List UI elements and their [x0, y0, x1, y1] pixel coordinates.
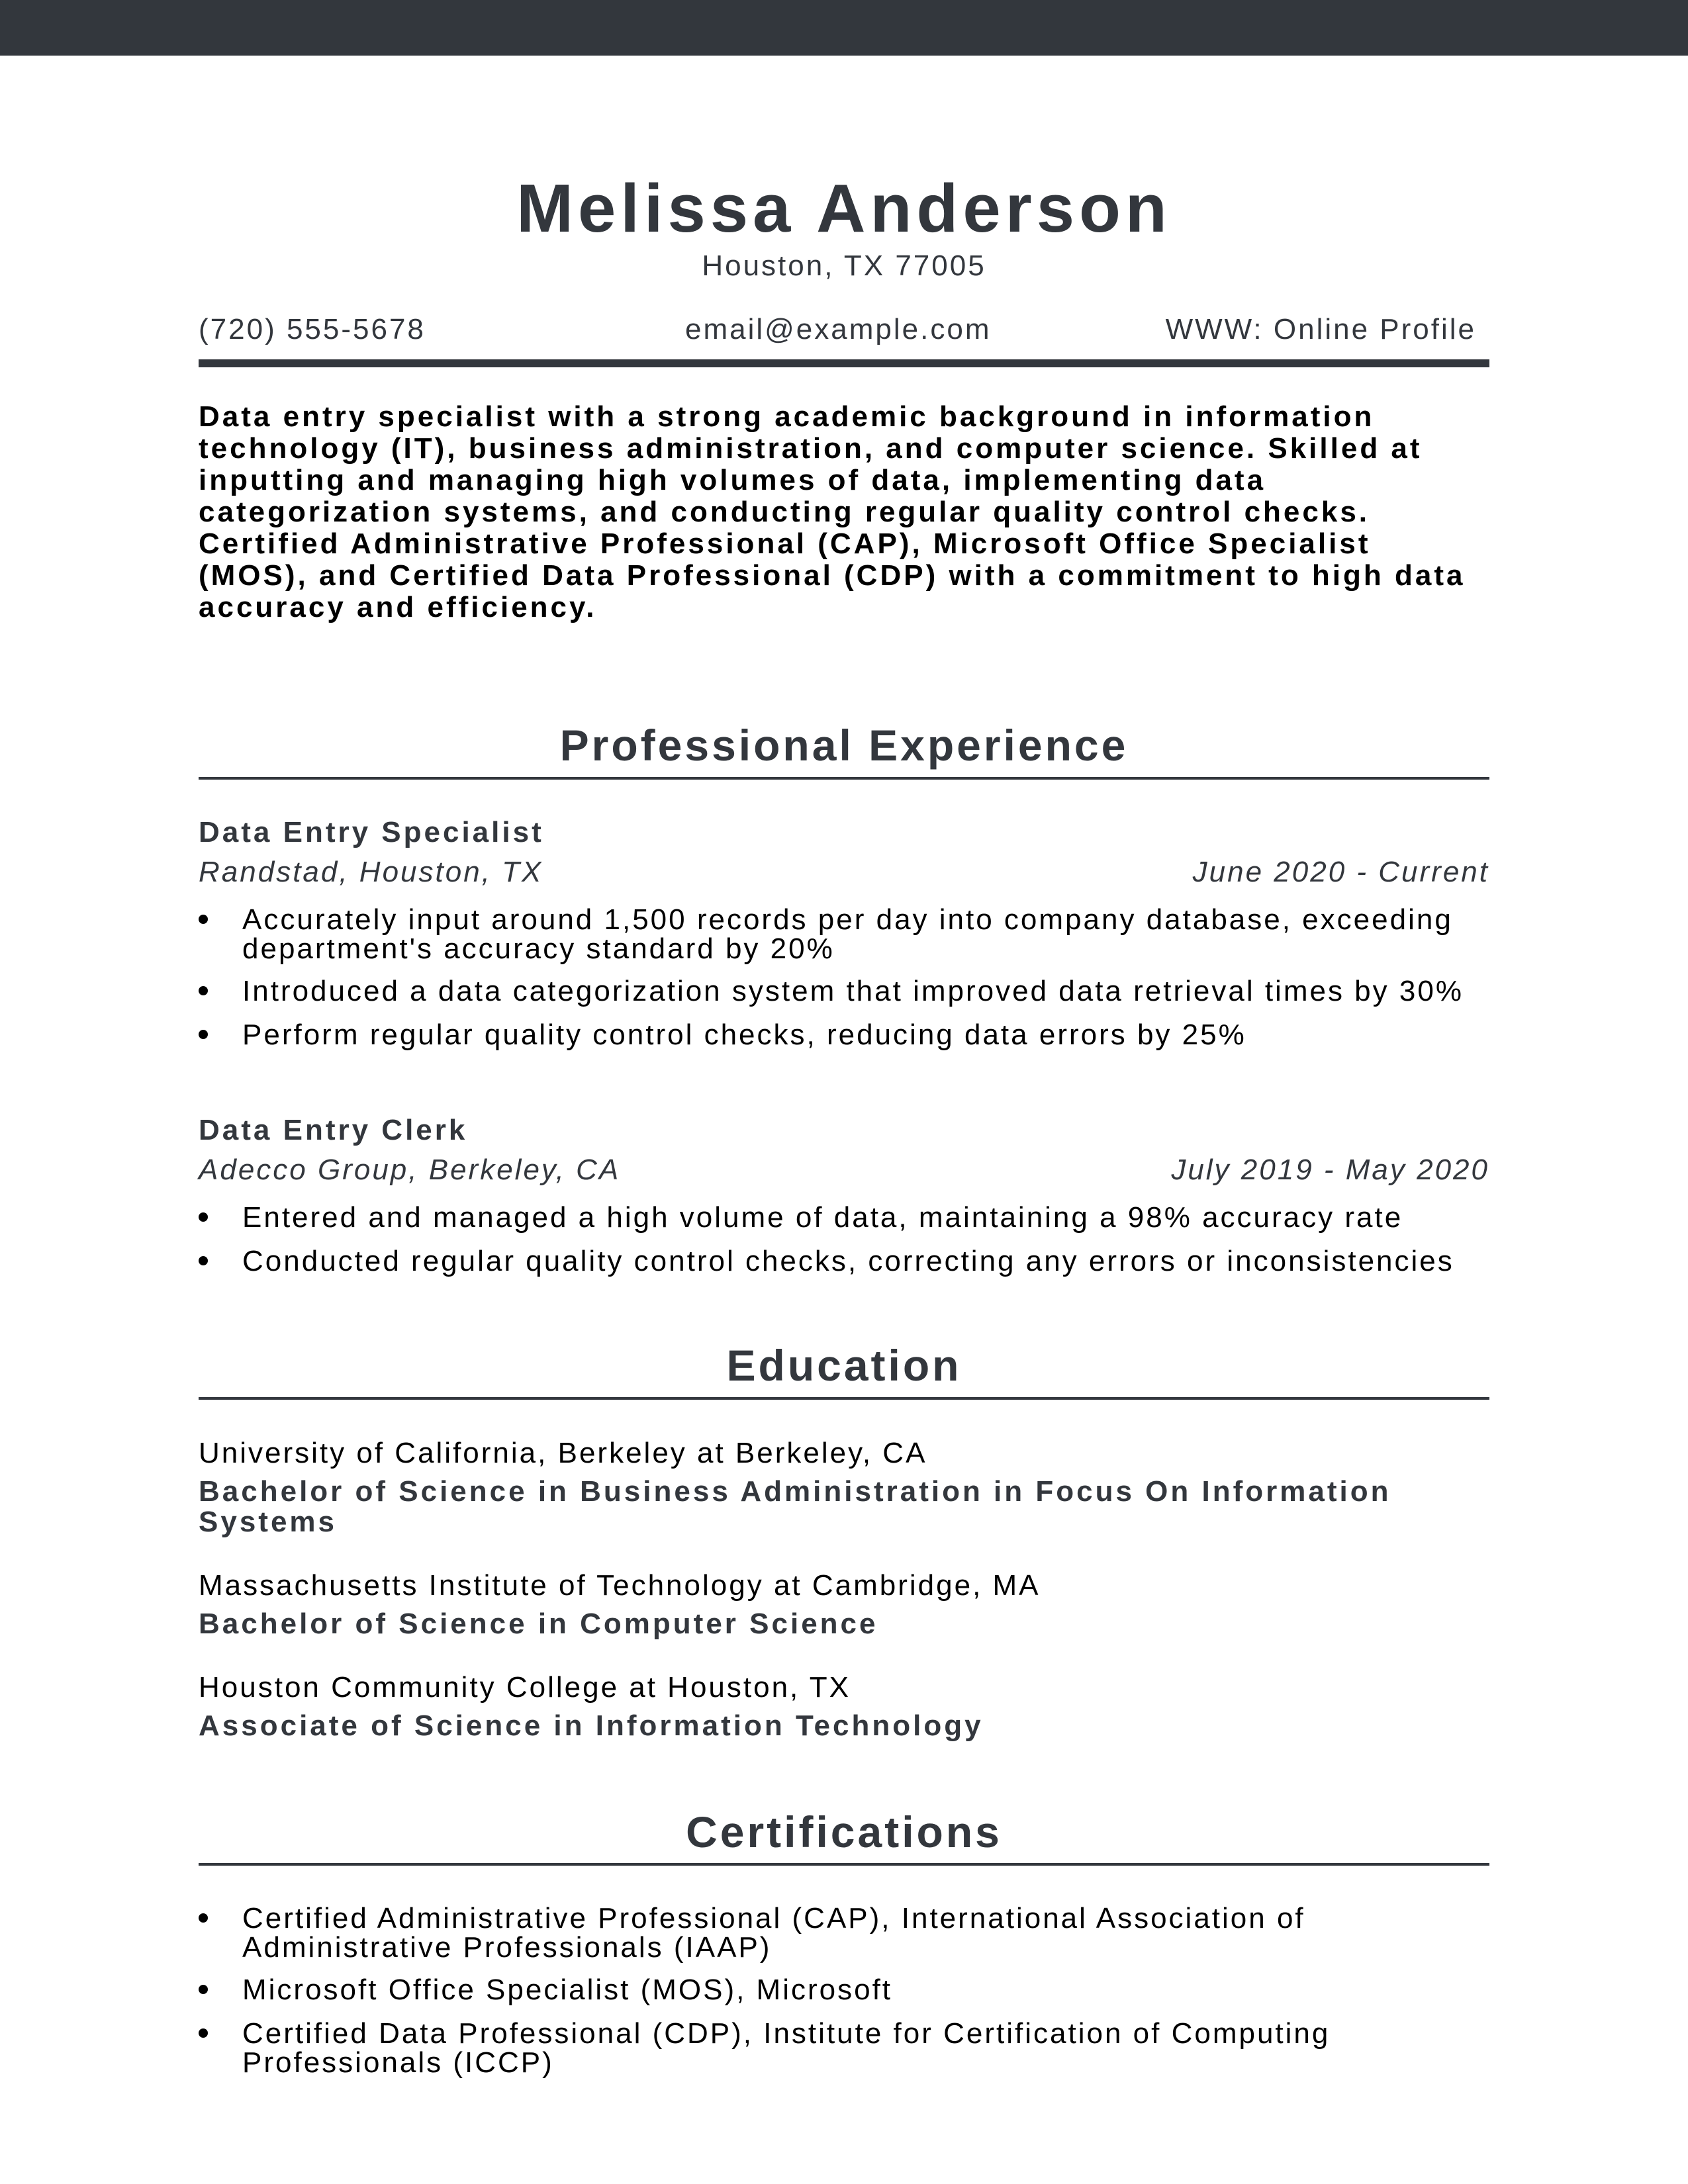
bullet-icon [199, 1256, 208, 1265]
top-bar [0, 0, 1688, 56]
bullet-icon [199, 1212, 208, 1222]
list-item [199, 2019, 1489, 2077]
professional-summary: Data entry specialist with a strong academic background in information technology (IT), business administration, and computer science. Skilled at inputting and managing high volumes of data, implementing data categorization systems, and conducting regular quality control checks. Certified Administrative Professional (CAP), Microsoft Office Specialist (MOS), and Certified Data Professional (CDP) with a commitment to high data accuracy and efficiency. [199, 400, 1466, 623]
experience-heading: Professional Experience [559, 721, 1129, 770]
certifications-heading: Certifications [686, 1807, 1002, 1856]
candidate-address: Houston, TX 77005 [702, 250, 986, 282]
list-item [199, 977, 1489, 1006]
education-school: Massachusetts Institute of Technology at Cambridge, MA [199, 1569, 1041, 1602]
bullet-text: Certified Administrative Professional (CAP), International Association of Administrative Professionals (IAAP) [242, 1902, 1305, 1964]
education-degree: Bachelor of Science in Business Administration in Focus On Information Systems [199, 1475, 1391, 1538]
job-dates: July 2019 - May 2020 [1171, 1154, 1489, 1186]
job-bullets [199, 905, 1489, 1050]
job-bullets [199, 1203, 1489, 1276]
bullet-icon [199, 1985, 208, 1994]
bullet-text: Accurately input around 1,500 records per day into company database, exceeding department's accuracy standard by 20% [242, 903, 1453, 965]
bullet-text: Conducted regular quality control checks, correcting any errors or inconsistencies [242, 1245, 1454, 1277]
certification-list [199, 1904, 1489, 2077]
list-item [199, 1247, 1489, 1276]
education-divider [199, 1397, 1489, 1400]
list-item [199, 1203, 1489, 1232]
bullet-text: Entered and managed a high volume of data, maintaining a 98% accuracy rate [242, 1201, 1403, 1234]
email-address[interactable]: email@example.com [685, 313, 992, 345]
list-item [199, 1904, 1489, 1962]
bullet-icon [199, 986, 208, 995]
bullet-text: Introduced a data categorization system that improved data retrieval times by 30% [242, 975, 1464, 1007]
experience-divider [199, 777, 1489, 780]
job-company: Adecco Group, Berkeley, CA [199, 1154, 621, 1186]
education-heading: Education [726, 1341, 962, 1390]
list-item [199, 905, 1489, 964]
bullet-icon [199, 2028, 208, 2038]
bullet-icon [199, 915, 208, 924]
list-item [199, 1021, 1489, 1050]
job-title: Data Entry Specialist [199, 816, 544, 848]
certifications-divider [199, 1863, 1489, 1866]
bullet-text: Microsoft Office Specialist (MOS), Microsoft [242, 1974, 893, 2006]
education-degree: Bachelor of Science in Computer Science [199, 1608, 878, 1640]
list-item [199, 1976, 1489, 2005]
bullet-text: Certified Data Professional (CDP), Institute for Certification of Computing Professionals (ICCP) [242, 2017, 1331, 2079]
bullet-icon [199, 1030, 208, 1039]
header-divider [199, 359, 1489, 367]
phone-number: (720) 555-5678 [199, 313, 426, 345]
website-link[interactable]: WWW: Online Profile [1165, 313, 1476, 345]
job-title: Data Entry Clerk [199, 1114, 468, 1146]
candidate-name: Melissa Anderson [516, 170, 1172, 246]
bullet-text: Perform regular quality control checks, reducing data errors by 25% [242, 1019, 1246, 1051]
education-school: Houston Community College at Houston, TX [199, 1671, 851, 1704]
education-school: University of California, Berkeley at Berkeley, CA [199, 1437, 927, 1469]
job-dates: June 2020 - Current [1192, 856, 1489, 888]
bullet-icon [199, 1913, 208, 1923]
education-degree: Associate of Science in Information Technology [199, 1709, 984, 1742]
job-company: Randstad, Houston, TX [199, 856, 543, 888]
